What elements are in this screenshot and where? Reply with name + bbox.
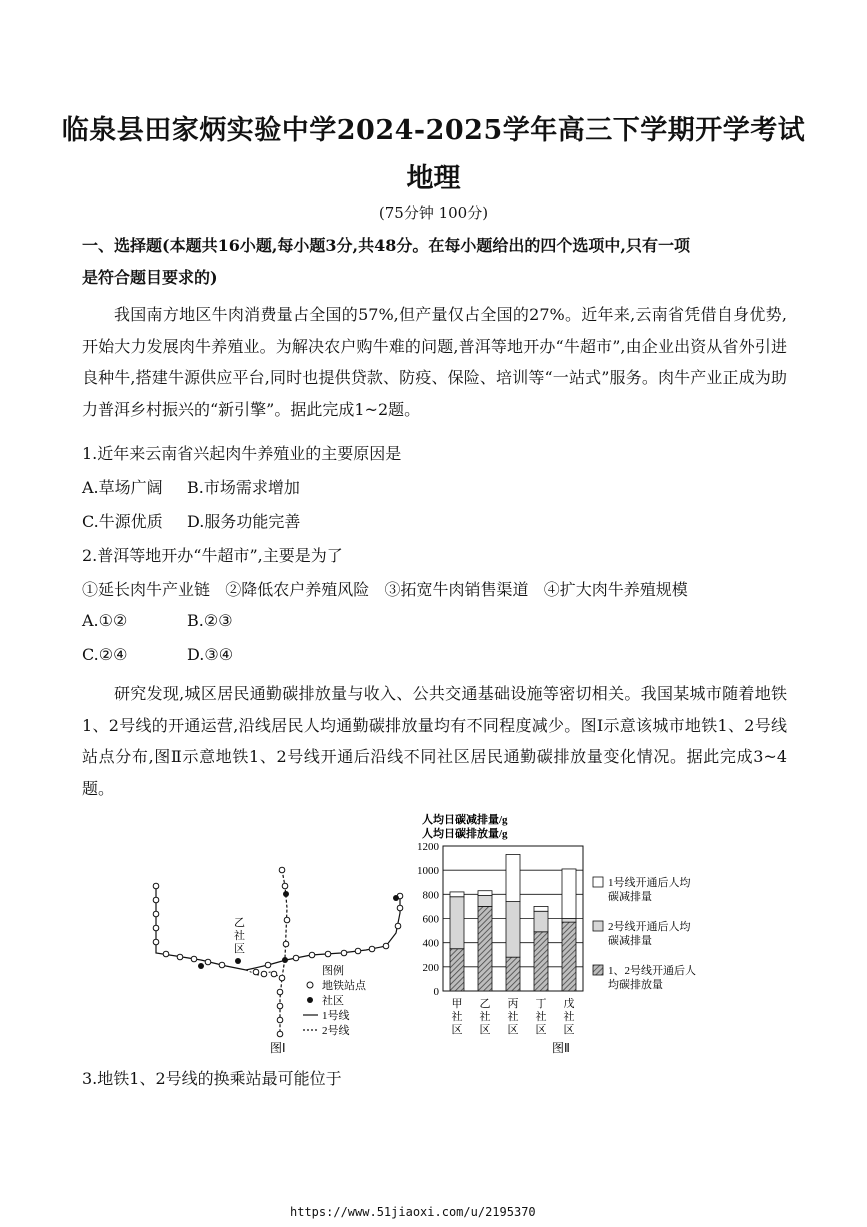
bar-segment [506, 854, 520, 901]
bar-segment [478, 896, 492, 907]
carbon-chart-figure [400, 808, 740, 1058]
x-tick-label: 区 [563, 1024, 575, 1036]
passage-1: 我国南方地区牛肉消费量占全国的57%,但产量仅占全国的27%。近年来,云南省凭借自身优势,开始大力发展肉牛养殖业。为解决农户购牛难的问题,普洱等地开办“牛超市”,由企业出资从省外引进良种牛,搭建牛源供应平台,同时也提供贷款、防疫、保险、培训等“一站式”服务。肉牛产业正成为助力普洱乡村振兴的“新引擎”。据此完成1~2题。 [82, 305, 787, 419]
metro-station [325, 951, 331, 957]
metro-station [205, 959, 211, 965]
y-tick-label: 400 [422, 937, 439, 950]
community-label-char-2: 社 [234, 930, 245, 942]
bar-segment [562, 869, 576, 919]
chart-caption: 图Ⅱ [552, 1041, 570, 1055]
y-tick-label: 1000 [417, 865, 439, 878]
legend-swatch [593, 921, 603, 931]
community-point [393, 895, 399, 901]
community-point [235, 958, 241, 964]
legend-community-symbol [307, 997, 313, 1003]
q1-option-b: B.市场需求增加 [187, 478, 300, 497]
q2-option-d: D.③④ [187, 645, 234, 664]
legend-label: 碳减排量 [608, 935, 652, 947]
bar-segment [506, 902, 520, 958]
community-point [283, 891, 289, 897]
y-tick-label: 200 [422, 961, 439, 974]
x-tick-label: 区 [479, 1024, 491, 1036]
metro-map-figure [146, 808, 416, 1058]
legend-line2-label: 2号线 [322, 1025, 350, 1037]
bar-segment [450, 892, 464, 897]
metro-station [163, 951, 169, 957]
metro-station [284, 917, 290, 923]
bar-segment [562, 922, 576, 991]
x-tick-label: 乙 [479, 998, 491, 1010]
community-point [282, 957, 288, 963]
y-tick-label: 800 [422, 889, 439, 902]
subject-title: 地理 [406, 163, 461, 194]
legend-community-label: 社区 [322, 995, 344, 1007]
legend-station-label: 地铁站点 [322, 980, 366, 992]
x-tick-label: 戊 [563, 998, 575, 1010]
y-tick-label: 600 [422, 913, 439, 926]
metro-station [153, 911, 159, 917]
section-heading-line2: 是符合题目要求的) [82, 268, 218, 287]
passage-2: 研究发现,城区居民通勤碳排放量与收入、公共交通基础设施等密切相关。我国某城市随着地铁1、2号线的开通运营,沿线居民人均通勤碳排放量均有不同程度减少。图Ⅰ示意该城市地铁1、2号线站点分布,图Ⅱ示意地铁1、2号线开通后沿线不同社区居民通勤碳排放量变化情况。据此完成3~4题。 [82, 684, 787, 798]
metro-station [309, 952, 315, 958]
metro-station [261, 971, 267, 977]
bar-segment [562, 919, 576, 923]
section-heading [82, 230, 787, 294]
metro-station [177, 954, 183, 960]
legend-station-symbol [307, 982, 313, 988]
bar-segment [450, 949, 464, 991]
metro-station [279, 867, 285, 873]
legend-swatch [593, 877, 603, 887]
chart-ylabel-line1: 人均日碳减排量/g [422, 814, 508, 826]
q1-option-c: C.牛源优质 [82, 512, 163, 531]
metro-station [282, 883, 288, 889]
community-label-yi [234, 916, 245, 955]
metro-station [369, 946, 375, 952]
metro-station [191, 956, 197, 962]
chart-bars [450, 854, 576, 991]
metro-station [277, 1017, 283, 1023]
x-tick-label: 区 [507, 1024, 519, 1036]
q2-statements: ①延长肉牛产业链 ②降低农户养殖风险 ③拓宽牛肉销售渠道 ④扩大肉牛养殖规模 [82, 580, 688, 599]
metro-station [271, 971, 277, 977]
metro-station [355, 948, 361, 954]
exam-title: 临泉县田家炳实验中学2024-2025学年高三下学期开学考试 [61, 115, 806, 146]
q2-stem: 2.普洱等地开办“牛超市”,主要是为了 [82, 546, 343, 565]
q1-option-d: D.服务功能完善 [187, 512, 301, 531]
community-point [198, 963, 204, 969]
x-tick-label: 丙 [507, 998, 519, 1010]
chart-x-labels [452, 996, 575, 1036]
metro-station [383, 943, 389, 949]
bar-segment [534, 911, 548, 932]
bar-segment [478, 906, 492, 991]
legend-label: 均碳排放量 [608, 979, 663, 991]
q3-stem: 3.地铁1、2号线的换乘站最可能位于 [82, 1069, 342, 1088]
q1-option-a: A.草场广阔 [82, 478, 163, 497]
legend-line1-label: 1号线 [322, 1010, 350, 1022]
x-tick-label: 丁 [535, 998, 547, 1010]
x-tick-label: 社 [451, 1011, 463, 1023]
metro-station [277, 1003, 283, 1009]
legend-label: 2号线开通后人均 [608, 921, 691, 933]
metro-station [283, 941, 289, 947]
community-label-char-3: 区 [234, 943, 245, 955]
metro-station [219, 962, 225, 968]
legend-title: 图例 [322, 965, 344, 977]
bar-segment [534, 932, 548, 991]
bar-segment [506, 957, 520, 991]
section-heading-line1: 一、选择题(本题共16小题,每小题3分,共48分。在每小题给出的四个选项中,只有一项 [82, 236, 690, 255]
metro-station [277, 989, 283, 995]
metro-station [153, 925, 159, 931]
q2-option-a: A.①② [82, 611, 128, 630]
metro-station [277, 1031, 283, 1037]
bar-segment [534, 906, 548, 911]
metro-station [265, 962, 271, 968]
q1-stem: 1.近年来云南省兴起肉牛养殖业的主要原因是 [82, 444, 402, 463]
y-tick-label: 0 [433, 986, 439, 998]
x-tick-label: 区 [535, 1024, 547, 1036]
legend-swatch [593, 965, 603, 975]
chart-y-ticks [417, 841, 440, 998]
x-tick-label: 区 [451, 1024, 463, 1036]
x-tick-label: 甲 [451, 998, 463, 1010]
chart-legend [593, 875, 696, 991]
x-tick-label: 社 [507, 1011, 519, 1023]
x-tick-label: 社 [535, 1011, 547, 1023]
metro-station [253, 969, 259, 975]
legend-label: 1、2号线开通后人 [608, 965, 696, 977]
q2-option-c: C.②④ [82, 645, 128, 664]
chart-ylabel-line2: 人均日碳排放量/g [422, 828, 508, 840]
legend-label: 碳减排量 [608, 891, 652, 903]
bar-segment [450, 897, 464, 949]
legend-label: 1号线开通后人均 [608, 877, 691, 889]
map-legend [303, 963, 367, 1037]
metro-station [279, 975, 285, 981]
metro-station [153, 897, 159, 903]
metro-station [153, 883, 159, 889]
footer-url: https://www.51jiaoxi.com/u/2195370 [290, 1205, 536, 1219]
bar-segment [478, 891, 492, 896]
community-label-char-1: 乙 [234, 917, 245, 929]
metro-station [153, 939, 159, 945]
exam-meta: (75分钟 100分) [378, 204, 489, 222]
x-tick-label: 社 [563, 1011, 575, 1023]
x-tick-label: 社 [479, 1011, 491, 1023]
metro-lines [156, 870, 400, 1034]
map-caption: 图Ⅰ [270, 1041, 286, 1055]
metro-stations [153, 867, 403, 1037]
y-tick-label: 1200 [417, 841, 439, 853]
metro-station [293, 955, 299, 961]
q2-option-b: B.②③ [187, 611, 233, 630]
metro-station [341, 950, 347, 956]
